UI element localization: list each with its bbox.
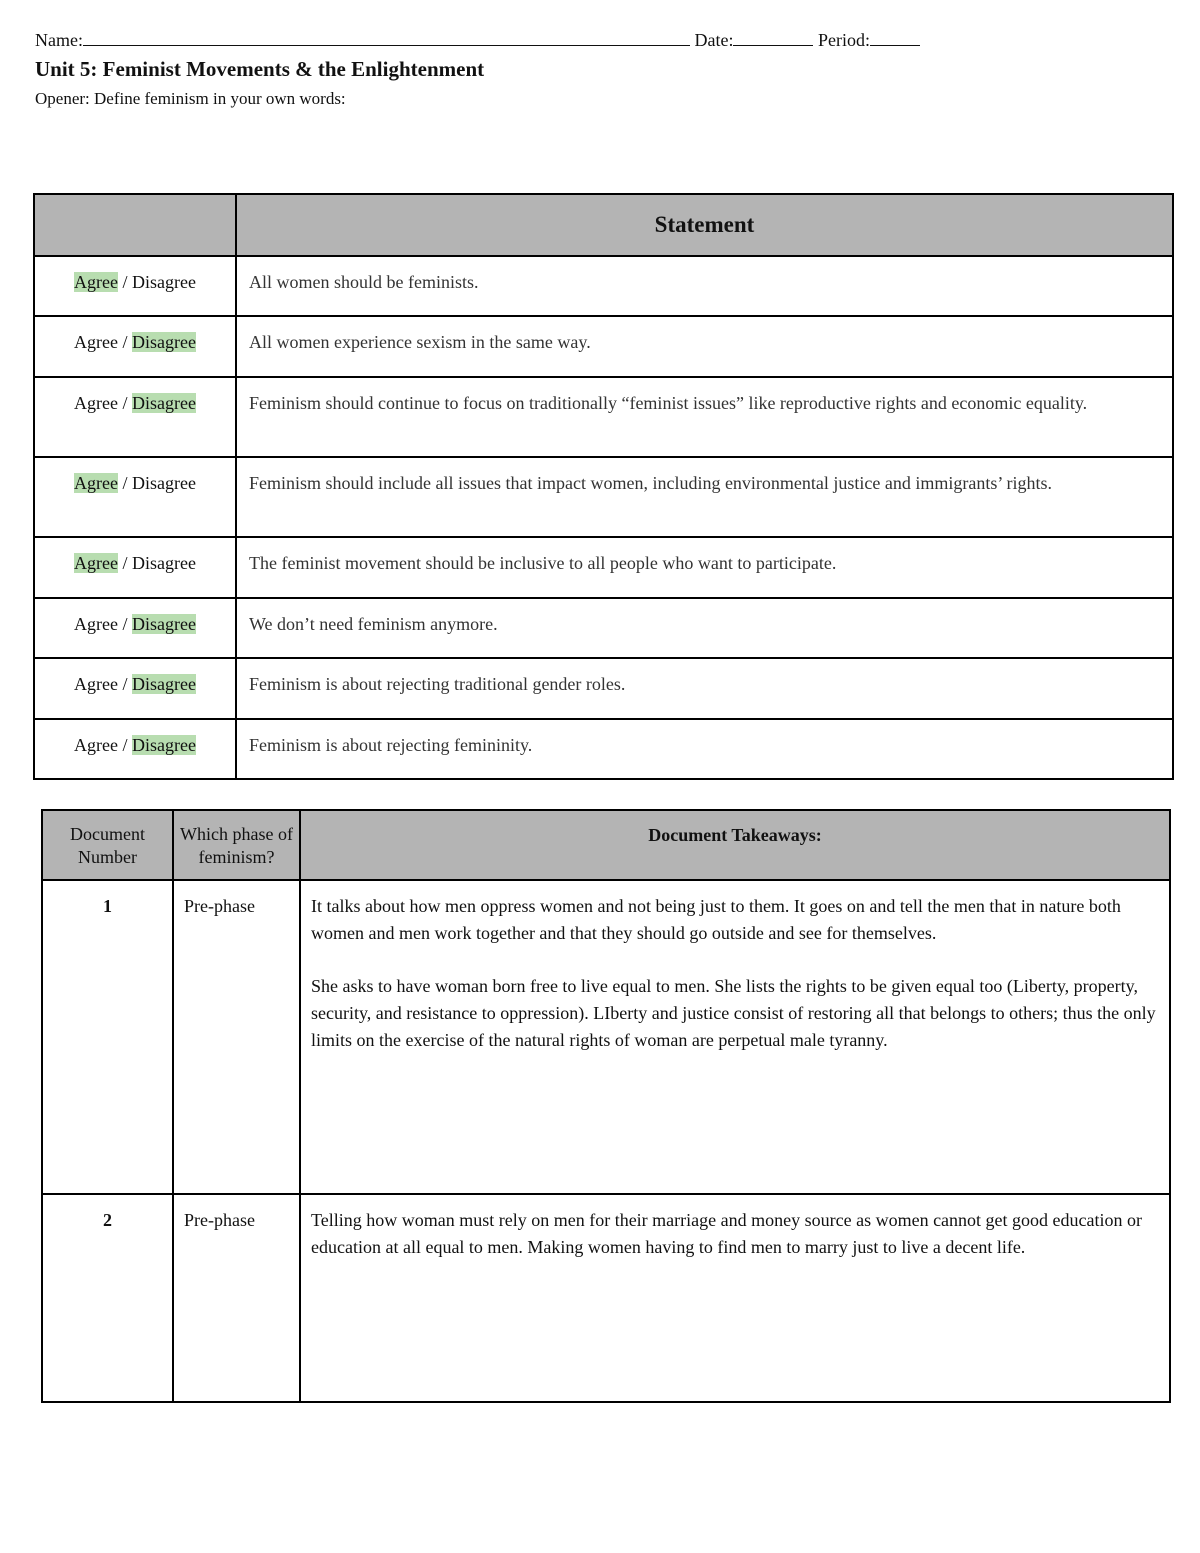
statement-text: Feminism is about rejecting traditional gender roles. (236, 658, 1173, 719)
agree-option[interactable]: Agree (74, 735, 118, 755)
statement-row (34, 719, 1173, 779)
statement-row (34, 537, 1173, 598)
agree-option[interactable]: Agree (74, 473, 118, 493)
statement-row (34, 256, 1173, 316)
takeaway-paragraph: Telling how woman must rely on men for their marriage and money source as women cannot get good education or education at all equal to men. Making women having to find men to marry just to live a decent life. (311, 1210, 1143, 1257)
agree-disagree-choice (34, 598, 236, 658)
opener-prompt: Opener: Define feminism in your own words: (35, 89, 346, 108)
documents-table (41, 809, 1171, 1403)
option-separator: / (118, 272, 133, 292)
agree-disagree-choice (34, 457, 236, 537)
takeaways-header: Document Takeaways: (300, 810, 1170, 880)
name-label: Name: (35, 30, 83, 50)
statement-text: Feminism should include all issues that impact women, including environmental justice and immigrants’ rights. (236, 457, 1173, 537)
documents-body (42, 880, 1170, 1402)
agree-option[interactable]: Agree (74, 614, 118, 634)
phase-header: Which phase of feminism? (173, 810, 300, 880)
disagree-option[interactable]: Disagree (132, 332, 196, 352)
disagree-option[interactable]: Disagree (132, 553, 196, 573)
option-separator: / (118, 553, 133, 573)
statement-row (34, 457, 1173, 537)
statement-text: We don’t need feminism anymore. (236, 598, 1173, 658)
student-info-line (35, 29, 945, 51)
document-row (42, 880, 1170, 1194)
option-separator: / (118, 473, 133, 493)
statement-text: All women should be feminists. (236, 256, 1173, 316)
document-number-header: Document Number (42, 810, 173, 880)
agree-disagree-choice (34, 256, 236, 316)
disagree-option[interactable]: Disagree (132, 614, 196, 634)
agree-option[interactable]: Agree (74, 272, 118, 292)
disagree-option[interactable]: Disagree (132, 473, 196, 493)
statement-row (34, 658, 1173, 719)
agree-option[interactable]: Agree (74, 674, 118, 694)
period-label: Period: (817, 30, 870, 50)
option-separator: / (118, 674, 133, 694)
agree-disagree-choice (34, 377, 236, 457)
statement-row (34, 316, 1173, 377)
statement-text: The feminist movement should be inclusive to all people who want to participate. (236, 537, 1173, 598)
document-number: 1 (42, 880, 173, 1194)
statement-text: All women experience sexism in the same way. (236, 316, 1173, 377)
statements-table (33, 193, 1174, 780)
agree-option[interactable]: Agree (74, 393, 118, 413)
disagree-option[interactable]: Disagree (132, 272, 196, 292)
agree-option[interactable]: Agree (74, 553, 118, 573)
documents-header-row (42, 810, 1170, 880)
agree-disagree-choice (34, 316, 236, 377)
takeaway-paragraph: She asks to have woman born free to live equal to men. She lists the rights to be given equal too (Liberty, property, security, and resistance to oppression). LIberty and justice consist of restoring all that belongs to others; thus the only limits on the exercise of the natural rights of woman are perpetual male tyranny. (311, 976, 1156, 1050)
option-separator: / (118, 614, 133, 634)
statement-column-header: Statement (236, 194, 1173, 256)
document-phase: Pre-phase (173, 1194, 300, 1402)
statement-text: Feminism should continue to focus on traditionally “feminist issues” like reproductive rights and economic equality. (236, 377, 1173, 457)
statements-body (34, 256, 1173, 779)
agree-option[interactable]: Agree (74, 332, 118, 352)
agree-disagree-choice (34, 537, 236, 598)
document-number: 2 (42, 1194, 173, 1402)
period-blank[interactable] (870, 29, 920, 46)
choice-column-header (34, 194, 236, 256)
disagree-option[interactable]: Disagree (132, 735, 196, 755)
statement-row (34, 598, 1173, 658)
statement-row (34, 377, 1173, 457)
agree-disagree-choice (34, 658, 236, 719)
date-blank[interactable] (733, 29, 813, 46)
statements-header-row (34, 194, 1173, 256)
document-takeaways (300, 880, 1170, 1194)
agree-disagree-choice (34, 719, 236, 779)
document-takeaways (300, 1194, 1170, 1402)
name-blank[interactable] (83, 29, 690, 46)
disagree-option[interactable]: Disagree (132, 393, 196, 413)
disagree-option[interactable]: Disagree (132, 674, 196, 694)
document-row (42, 1194, 1170, 1402)
document-phase: Pre-phase (173, 880, 300, 1194)
option-separator: / (118, 393, 133, 413)
statement-text: Feminism is about rejecting femininity. (236, 719, 1173, 779)
date-label: Date: (694, 30, 734, 50)
page-title: Unit 5: Feminist Movements & the Enlightenment (35, 57, 485, 81)
takeaway-paragraph: It talks about how men oppress women and not being just to them. It goes on and tell the men that in nature both women and men work together and that they should go outside and see for themselves. (311, 896, 1121, 943)
option-separator: / (118, 332, 133, 352)
option-separator: / (118, 735, 133, 755)
